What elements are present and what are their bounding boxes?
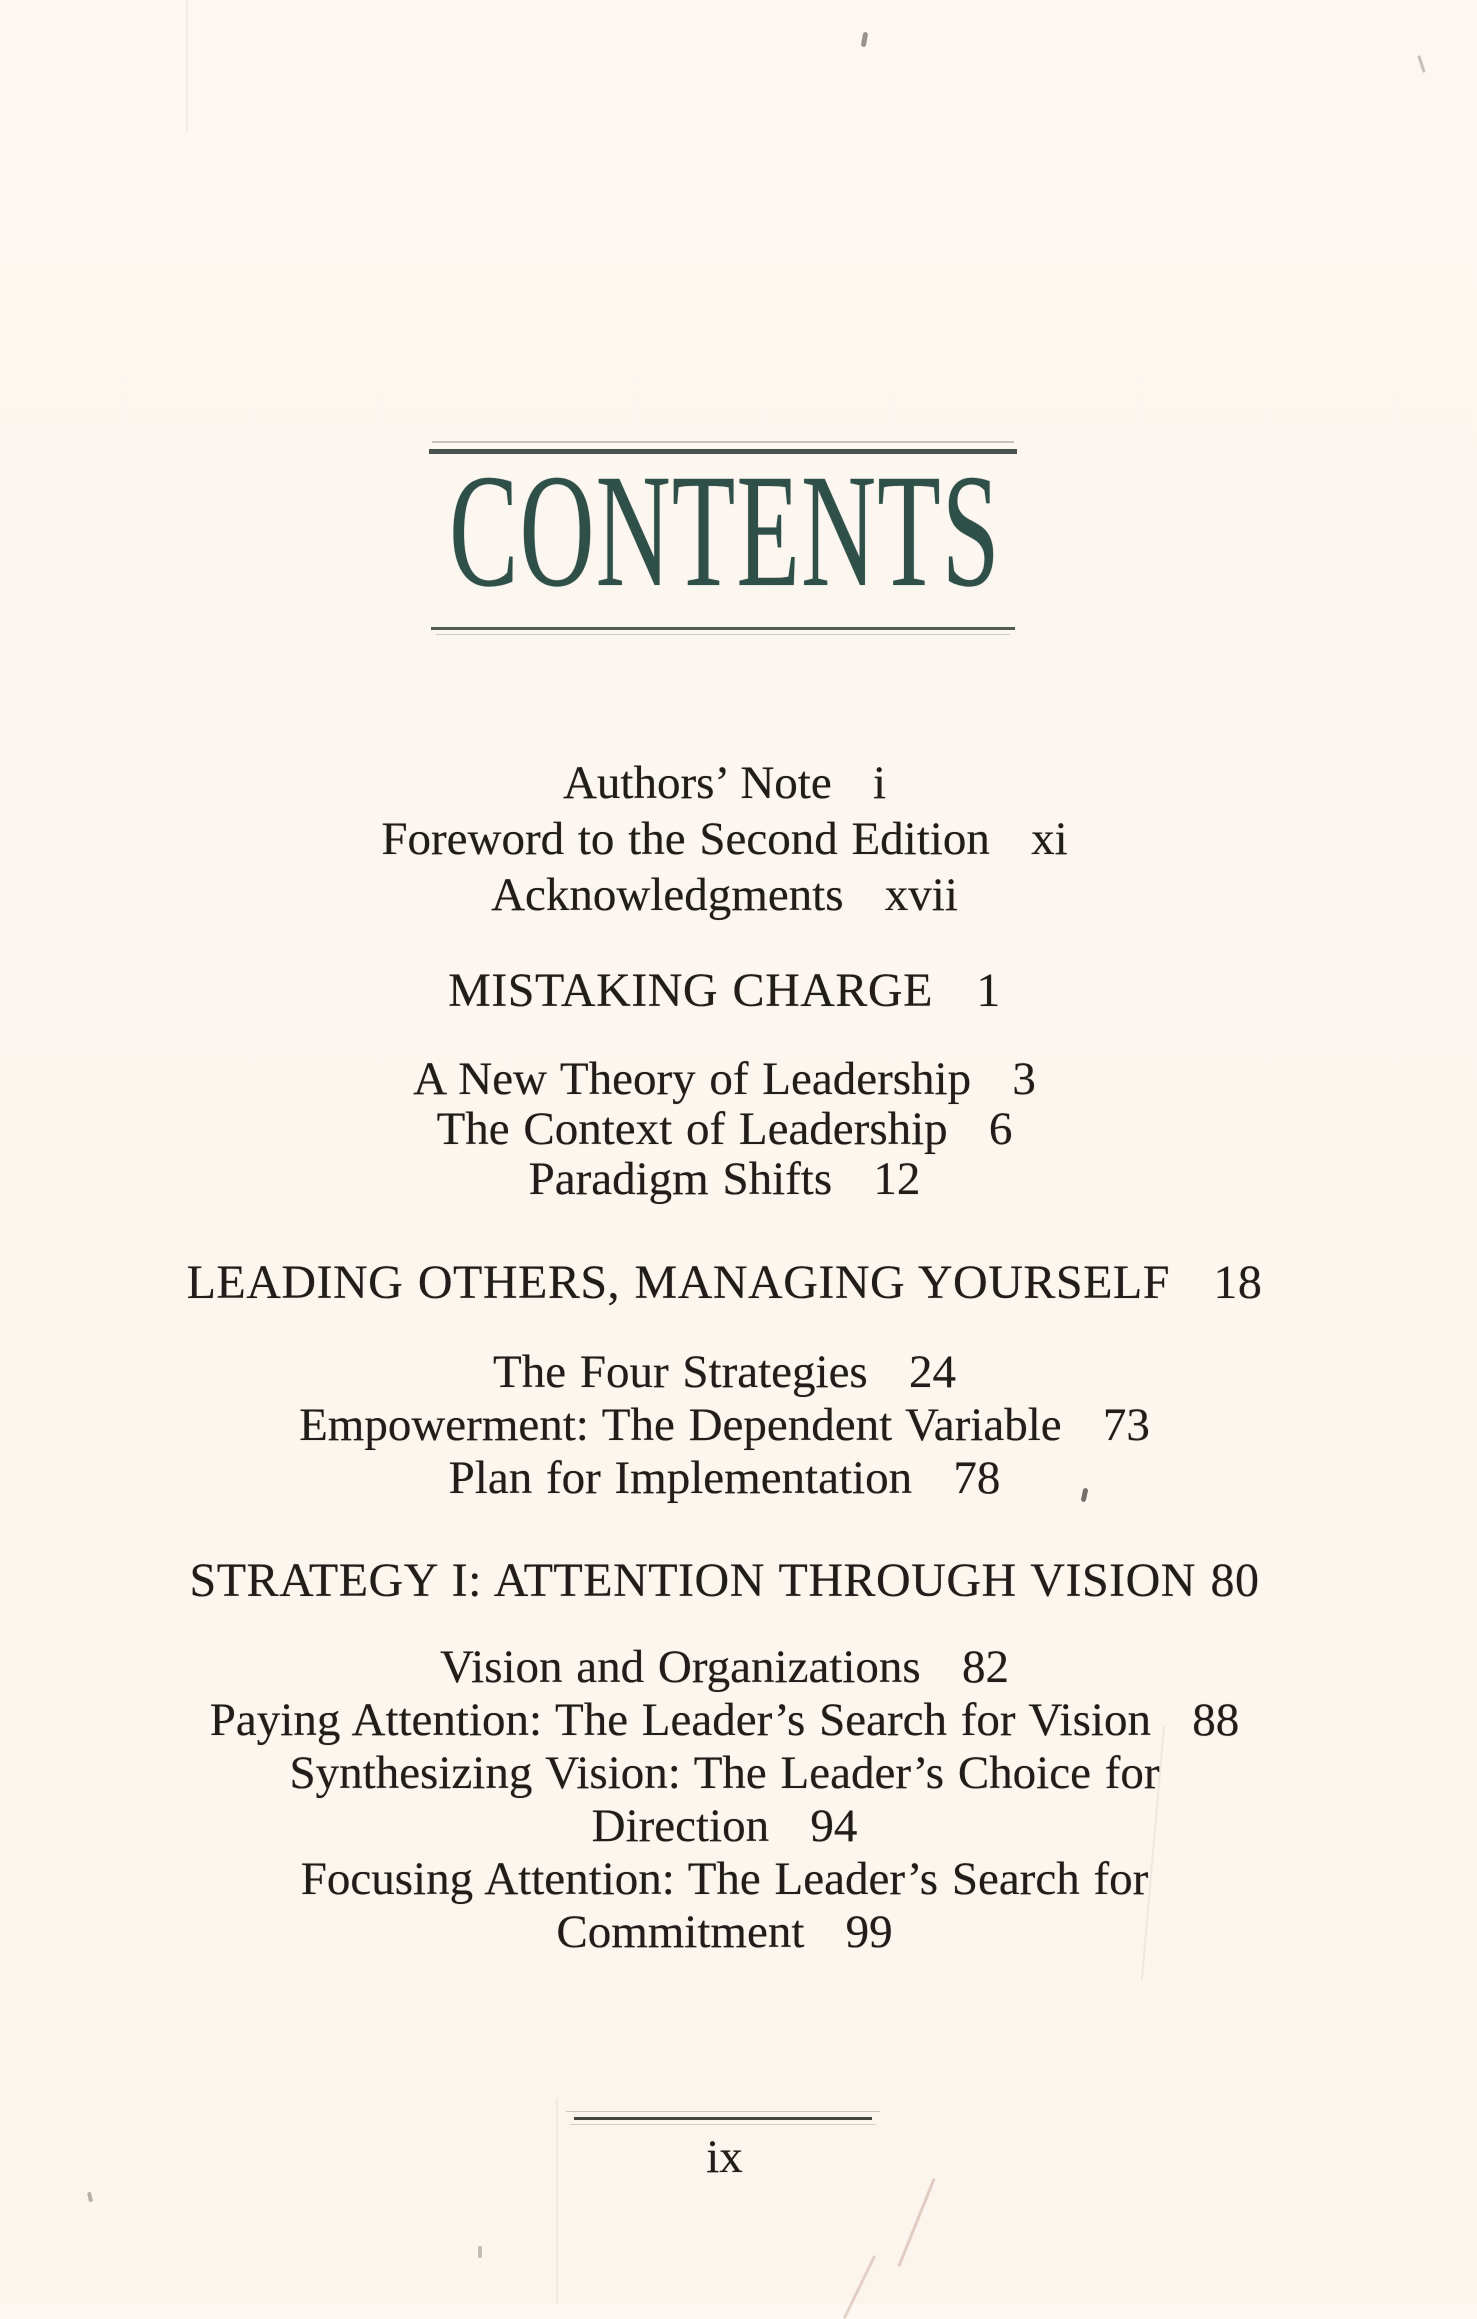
toc-entry-acknowledgments: Acknowledgments xvii — [491, 869, 958, 921]
page-number-text: ix — [706, 2131, 743, 2183]
scan-crease — [186, 0, 188, 132]
toc-entry: Empowerment: The Dependent Variable 73 — [299, 1399, 1150, 1451]
scan-crease — [556, 2098, 558, 2304]
toc-section-heading: LEADING OTHERS, MANAGING YOURSELF 18 — [186, 1256, 1263, 1309]
scan-speck — [861, 32, 869, 48]
toc-entry-foreword: Foreword to the Second Edition xi — [381, 813, 1068, 865]
toc-entry: Paying Attention: The Leader’s Search for Vision 88 — [209, 1694, 1240, 1746]
scan-speck — [478, 2246, 482, 2258]
section-entries-strategy-1 — [0, 1641, 1449, 1959]
scan-speck — [1417, 55, 1425, 73]
toc-entry: The Context of Leadership 6 — [436, 1103, 1013, 1155]
toc-entry: The Four Strategies 24 — [493, 1346, 956, 1398]
title-rule-bottom-echo — [436, 634, 1010, 635]
toc-section-heading: STRATEGY I: ATTENTION THROUGH VISION 80 — [189, 1554, 1260, 1607]
folio-rule-echo — [566, 2111, 880, 2112]
toc-entry: Synthesizing Vision: The Leader’s Choice for — [289, 1747, 1160, 1799]
toc-entry: Focusing Attention: The Leader’s Search for — [300, 1853, 1149, 1905]
toc-entry: Commitment 99 — [556, 1906, 893, 1958]
front-matter-list — [0, 755, 1449, 923]
toc-section-heading: MISTAKING CHARGE 1 — [448, 964, 1001, 1017]
toc-entry: Paradigm Shifts 12 — [528, 1153, 921, 1205]
section-heading-mistaking-charge — [0, 966, 1449, 1016]
folio-rule-echo2 — [570, 2124, 876, 2125]
section-heading-leading-others — [0, 1258, 1449, 1308]
scan-fold-mark — [843, 2255, 876, 2319]
section-heading-strategy-1 — [0, 1556, 1449, 1606]
section-entries-mistaking-charge — [0, 1054, 1449, 1204]
page-title-text: CONTENTS — [448, 442, 1001, 621]
section-entries-leading-others — [0, 1346, 1449, 1505]
scan-speck — [87, 2192, 93, 2203]
toc-entry: A New Theory of Leadership 3 — [413, 1053, 1036, 1105]
toc-entry: Vision and Organizations 82 — [440, 1641, 1009, 1693]
toc-entry: Direction 94 — [591, 1800, 858, 1852]
toc-entry-authors-note: Authors’ Note i — [562, 757, 887, 809]
page-title — [0, 442, 1449, 621]
folio-rule — [574, 2117, 872, 2120]
title-rule-bottom — [431, 627, 1015, 630]
scan-fold-mark — [897, 2178, 935, 2267]
toc-entry: Plan for Implementation 78 — [448, 1452, 1001, 1504]
folio-page-number — [0, 2132, 1449, 2182]
